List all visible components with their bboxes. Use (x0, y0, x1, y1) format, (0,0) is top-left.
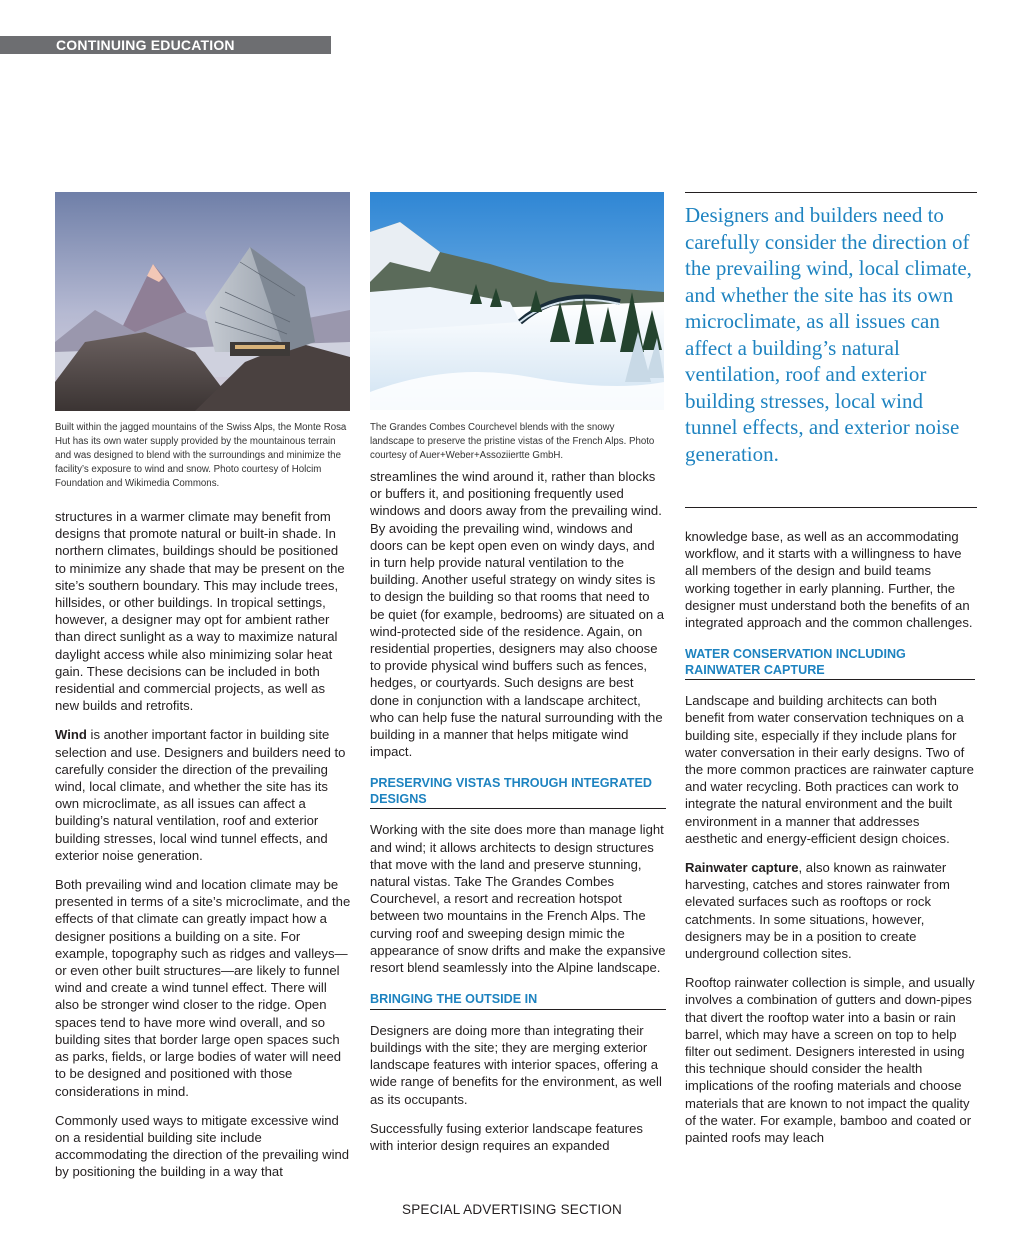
article-column-1 (55, 508, 351, 1193)
courchevel-caption: The Grandes Combes Courchevel blends with the snowy landscape to preserve the pristine vistas of the French Alps. Photo courtesy of Auer+Weber+Assoziiertte GmbH. (370, 422, 655, 461)
lead-term-wind: Wind (55, 727, 87, 743)
paragraph-body: , also known as rainwater harvesting, catches and stores rainwater from elevated surfaces such as rooftops or rock catchments. In some situations, however, designers may be in a position to create underground collection sites. (685, 860, 950, 962)
footer-label: SPECIAL ADVERTISING SECTION (402, 1202, 622, 1217)
paragraph: structures in a warmer climate may benefit from designs that promote natural or built-in shade. In northern climates, buildings should be positioned to minimize any shade that may be present on the site’s southern boundary. This may include trees, hillsides, or other buildings. In tropical settings, however, a designer may opt for ambient rather than direct sunlight as a way to maximize natural daylight access while also minimizing solar heat gain. These decisions can be included in both residential and commercial projects, as well as new builds and retrofits. (55, 509, 345, 714)
paragraph: knowledge base, as well as an accommodating workflow, and it starts with a willingness to have all members of the design and build teams working together in early planning. Further, the designer must understand both the benefits of an integrated approach and the common challenges. (685, 529, 973, 631)
paragraph: streamlines the wind around it, rather than blocks or buffers it, and positioning frequently used windows and doors away from the prevailing wind. By avoiding the prevailing wind, windows and doors can be kept open even on windy days, and in turn help provide natural ventilation to the building. Another useful strategy on windy sites is to design the building so that rooms that need to be quiet (for example, bedrooms) are situated on a wind-protected side of the residence. Again, on residential properties, designers may also choose to provide physical wind buffers such as fences, hedges, or courtyards. Such designs are best done in conjunction with a landscape architect, who can help fuse the natural surrounding with the building in a manner that helps mitigate wind impact. (370, 469, 665, 760)
article-column-3 (685, 528, 975, 1158)
paragraph: Working with the site does more than manage light and wind; it allows architects to design structures that move with the land and preserve stunning, natural vistas. Take The Grandes Combes Courchevel, a resort and recreation hotspot between two mountains in the French Alps. The curving roof and sweeping design mimic the appearance of snow drifts and make the expansive resort blend seamlessly into the Alpine landscape. (370, 822, 666, 976)
section-heading-water: WATER CONSERVATION INCLUDING RAINWATER CAPTURE (685, 647, 975, 680)
paragraph: Commonly used ways to mitigate excessive wind on a residential building site include accommodating the direction of the prevailing wind by positioning the building in a way that (55, 1112, 350, 1180)
paragraph: Designers are doing more than integrating their buildings with the site; they are merging exterior landscape features with interior spaces, offering a wide range of benefits for the environment, as well as its occupants. (370, 1022, 662, 1107)
lead-term-rainwater: Rainwater capture (685, 860, 799, 876)
paragraph (55, 726, 351, 864)
paragraph: Successfully fusing exterior landscape features with interior design requires an expanded (370, 1120, 643, 1153)
courchevel-resort-photo (370, 192, 664, 410)
monte-rosa-caption: Built within the jagged mountains of the Swiss Alps, the Monte Rosa Hut has its own water supply provided by the mountainous terrain and was designed to blend with the surroundings and minimize the facility’s exposure to wind and snow. Photo courtesy of Holcim Foundation and Wikimedia Commons. (55, 422, 347, 489)
pull-quote: Designers and builders need to carefully consider the direction of the prevailing wind, local climate, and whether the site has its own microclimate, as all issues can affect a building’s natural ventilation, roof and exterior building stresses, local wind tunnel effects, and exterior noise generation. (685, 192, 977, 508)
section-heading-outside-in: BRINGING THE OUTSIDE IN (370, 992, 666, 1010)
paragraph: Both prevailing wind and location climate may be presented in terms of a site’s microclimate, and the effects of that climate can greatly impact how a designer positions a building on a site. For example, topography such as ridges and valleys—or even other built structures—are likely to funnel wind and create a wind tunnel effect. There will also be stronger wind closer to the ridge. Open spaces tend to have more wind overall, and so building sites that border large open spaces such as parks, fields, or large bodies of water will need to be designed and positioned with those considerations in mind. (55, 877, 351, 1099)
monte-rosa-hut-photo (55, 192, 350, 411)
article-column-2 (370, 468, 666, 1166)
paragraph: Rooftop rainwater collection is simple, and usually involves a combination of gutters and down-pipes that divert the rooftop water into a basin or rain barrel, which may have a screen on top to help filter out sediment. Designers interested in using this technique should consider the health implications of the roofing materials and choose materials that are known to not impact the quality of the water. For example, bamboo and coated or painted roofs may leach (685, 975, 975, 1146)
paragraph: Landscape and building architects can both benefit from water conservation techniques on a building site, especially if they include plans for water conversation in their early designs. Two of the more common practices are rainwater capture and water recycling. Both practices can work to integrate the natural environment and the built environment in a manner that addresses aesthetic and energy-efficient design choices. (685, 693, 974, 846)
section-banner: CONTINUING EDUCATION (0, 36, 331, 54)
paragraph-body: is another important factor in building site selection and use. Designers and builders need to carefully consider the direction of the prevailing wind, local climate, and whether the site has its own microclimate, as all issues can affect a building’s natural ventilation, roof and exterior building stresses, local wind tunnel effects, and exterior noise generation. (55, 727, 346, 863)
section-heading-vistas: PRESERVING VISTAS THROUGH INTEGRATED DESIGNS (370, 776, 666, 809)
paragraph (685, 859, 975, 962)
